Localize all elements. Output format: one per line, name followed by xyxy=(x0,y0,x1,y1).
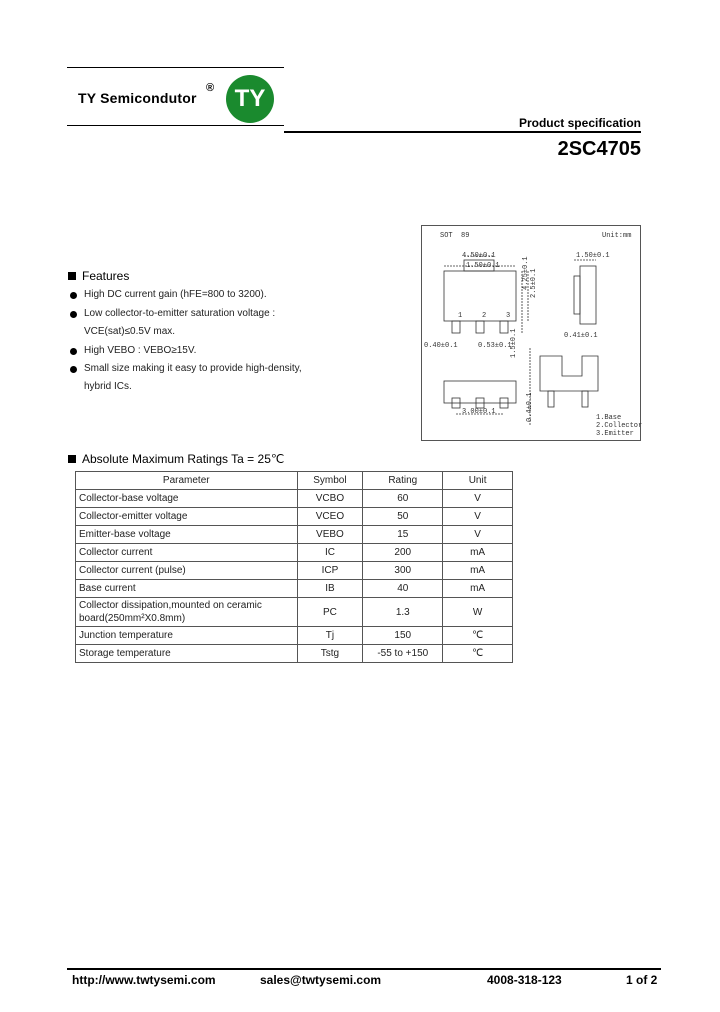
brand-name: TY Semicondutor xyxy=(78,90,197,106)
footer-page-number: 1 of 2 xyxy=(626,973,658,987)
dim-height2: 2.5±0.1 xyxy=(530,268,538,298)
cell-parameter: Collector current (pulse) xyxy=(76,562,298,580)
table-row xyxy=(76,490,513,508)
package-name: SOT 89 xyxy=(440,232,470,240)
pin-label-3: 3 xyxy=(506,312,511,320)
table-row xyxy=(76,627,513,645)
ratings-table xyxy=(75,471,513,663)
table-header-row xyxy=(76,472,513,490)
footer-phone: 4008-318-123 xyxy=(487,973,562,987)
footer-url-link[interactable]: http://www.twtysemi.com xyxy=(72,973,216,987)
dim-side-lead: 0.41±0.1 xyxy=(564,332,598,340)
col-rating: Rating xyxy=(363,472,443,490)
bullet-icon xyxy=(70,366,77,373)
cell-rating: 300 xyxy=(363,562,443,580)
cell-rating: 60 xyxy=(363,490,443,508)
doc-type: Product specification xyxy=(518,116,641,130)
cell-rating: 15 xyxy=(363,526,443,544)
package-unit: Unit:mm xyxy=(602,232,632,240)
dim-side-h2: 0.4±0.1 xyxy=(526,392,534,422)
cell-rating: -55 to +150 xyxy=(363,645,443,663)
cell-symbol: Tj xyxy=(297,627,363,645)
feature-item-1: High DC current gain (hFE=800 to 3200). xyxy=(84,289,267,300)
header-top-rule xyxy=(67,67,284,68)
bullet-icon xyxy=(70,292,77,299)
pin-1-label: 1.Base xyxy=(596,414,622,422)
table-row xyxy=(76,645,513,663)
dim-side-top: 1.50±0.1 xyxy=(576,252,610,260)
cell-symbol: IB xyxy=(297,580,363,598)
footer-email-link[interactable]: sales@twtysemi.com xyxy=(260,973,382,987)
cell-parameter: Junction temperature xyxy=(76,627,298,645)
header-mid-rule xyxy=(67,125,284,126)
cell-symbol: VCBO xyxy=(297,490,363,508)
cell-unit: mA xyxy=(443,580,513,598)
dim-pitch: 3.00±0.1 xyxy=(462,408,496,416)
cell-parameter: Base current xyxy=(76,580,298,598)
features-heading-text: Features xyxy=(82,269,130,283)
cell-parameter: Collector current xyxy=(76,544,298,562)
square-bullet-icon xyxy=(68,455,76,463)
cell-unit: V xyxy=(443,526,513,544)
ratings-heading-text: Absolute Maximum Ratings Ta = 25℃ xyxy=(82,452,285,466)
cell-parameter: Storage temperature xyxy=(76,645,298,663)
cell-unit: mA xyxy=(443,544,513,562)
cell-symbol: VEBO xyxy=(297,526,363,544)
cell-unit: mA xyxy=(443,562,513,580)
features-heading xyxy=(68,269,129,283)
dim-height: 4.25±0.1 xyxy=(522,256,530,290)
cell-unit: V xyxy=(443,490,513,508)
cell-unit: ℃ xyxy=(443,645,513,663)
cell-unit: V xyxy=(443,508,513,526)
col-symbol: Symbol xyxy=(297,472,363,490)
dim-lead: 0.53±0.1 xyxy=(478,342,512,350)
table-row xyxy=(76,508,513,526)
table-row xyxy=(76,598,513,627)
pin-3-label: 3.Emitter xyxy=(596,430,634,438)
cell-unit: W xyxy=(443,598,513,627)
col-parameter: Parameter xyxy=(76,472,298,490)
feature-item-3: High VEBO : VEBO≥15V. xyxy=(84,345,197,356)
pin-2-label: 2.Collector xyxy=(596,422,643,430)
pin-label-1: 1 xyxy=(458,312,463,320)
table-row xyxy=(76,562,513,580)
cell-parameter: Emitter-base voltage xyxy=(76,526,298,544)
cell-unit: ℃ xyxy=(443,627,513,645)
table-row xyxy=(76,544,513,562)
cell-parameter: Collector dissipation,mounted on ceramic board(250mm²X0.8mm) xyxy=(76,598,298,627)
bullet-icon xyxy=(70,311,77,318)
cell-rating: 200 xyxy=(363,544,443,562)
ty-logo-icon: TY xyxy=(226,75,274,123)
dim-tab: 1.50±0.1 xyxy=(466,262,500,270)
feature-item-2-cont: VCE(sat)≤0.5V max. xyxy=(84,326,176,337)
feature-item-4: Small size making it easy to provide high-density, xyxy=(84,363,302,374)
cell-symbol: IC xyxy=(297,544,363,562)
cell-parameter: Collector-base voltage xyxy=(76,490,298,508)
header-right-rule xyxy=(284,131,641,133)
cell-rating: 1.3 xyxy=(363,598,443,627)
square-bullet-icon xyxy=(68,272,76,280)
part-number: 2SC4705 xyxy=(557,138,641,160)
dim-left: 0.40±0.1 xyxy=(424,342,458,350)
dim-side-h: 1.5±0.1 xyxy=(510,328,518,358)
cell-symbol: ICP xyxy=(297,562,363,580)
cell-symbol: VCEO xyxy=(297,508,363,526)
table-row xyxy=(76,580,513,598)
cell-rating: 40 xyxy=(363,580,443,598)
package-drawing xyxy=(421,225,641,441)
footer-rule xyxy=(67,968,661,970)
bullet-icon xyxy=(70,348,77,355)
registered-mark: ® xyxy=(206,82,215,94)
dim-width-top: 4.50±0.1 xyxy=(462,252,496,260)
feature-item-2: Low collector-to-emitter saturation voltage : xyxy=(84,308,276,319)
col-unit: Unit xyxy=(443,472,513,490)
cell-rating: 150 xyxy=(363,627,443,645)
feature-item-4-cont: hybrid ICs. xyxy=(84,381,132,392)
cell-symbol: PC xyxy=(297,598,363,627)
pin-label-2: 2 xyxy=(482,312,487,320)
cell-symbol: Tstg xyxy=(297,645,363,663)
cell-rating: 50 xyxy=(363,508,443,526)
ratings-heading xyxy=(68,452,284,466)
cell-parameter: Collector-emitter voltage xyxy=(76,508,298,526)
table-row xyxy=(76,526,513,544)
